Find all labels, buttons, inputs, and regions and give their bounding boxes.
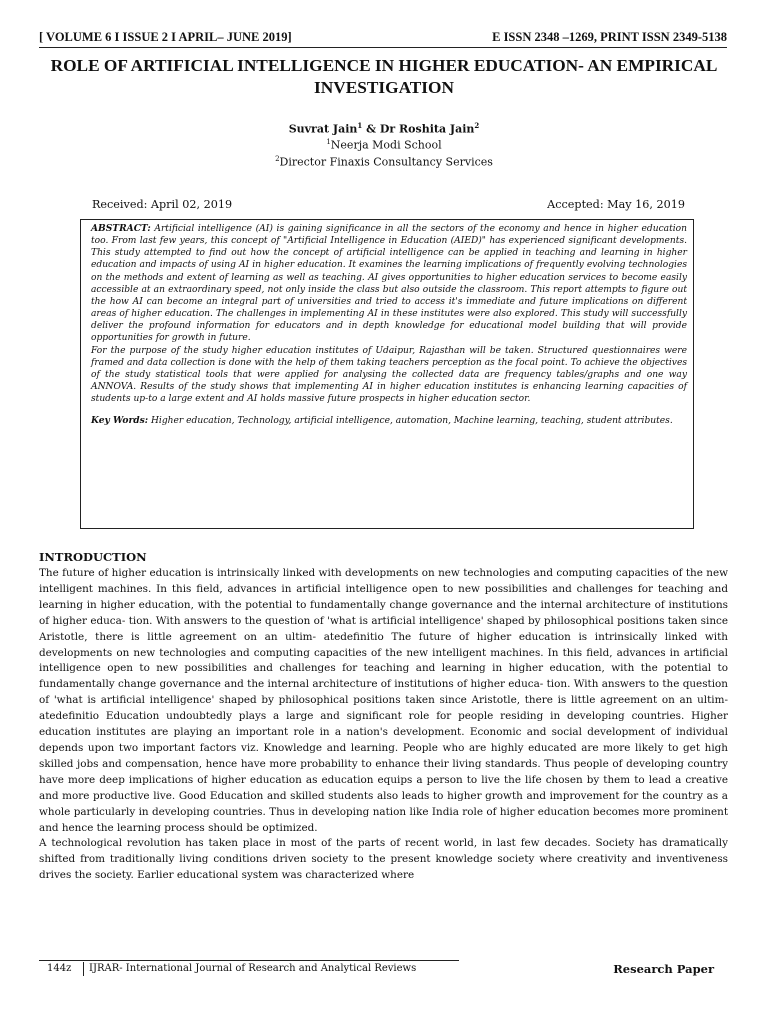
footer-separator xyxy=(83,962,84,976)
keywords-text: Higher education, Technology, artificial intelligence, automation, Machine learning, teaching, student attributes. xyxy=(148,416,673,427)
introduction-body xyxy=(39,566,728,884)
abstract-text: Artificial intelligence (AI) is gaining significance in all the sectors of the economy and hence in higher education too. From last few years, this concept of "Artificial Intelligence in Education (AIED)" has experienced significant developments. This study attempted to find out how the concept of artificial intelligence can be applied in teaching and learning in higher education and impacts of using AI in higher education. It examines the learning implications of frequently evolving technologies on the methods and extent of learning as well as teaching. AI gives opportunities to higher education services to become easily accessible at an extraordinary speed, not only inside the class but also outside the classroom. This report attempts to figure out the how AI can become an integral part of universities and tried to access it's immediate and future implications on different areas of higher education. The challenges in implementing AI in these institutes were also explored. This study will successfully deliver the profound information for educators and in depth knowledge for educational model building that will provide opportunities for growth in future. xyxy=(91,224,687,344)
keywords-label: Key Words: xyxy=(91,415,149,427)
paper-type-label: Research Paper xyxy=(613,962,714,976)
abstract-label: ABSTRACT: xyxy=(91,223,151,234)
author-joiner: & xyxy=(362,122,380,136)
body-paragraph: A technological revolution has taken place in most of the parts of recent world, in last few decades. Society has dramatically shifted from traditionally living conditions driven society to the present knowledge society where creativity and inventiveness drives the society. Earlier educational system was characterized where xyxy=(39,837,728,882)
date-line xyxy=(92,198,685,214)
header-rule xyxy=(39,47,727,48)
volume-issue-label: [ VOLUME 6 I ISSUE 2 I APRIL– JUNE 2019] xyxy=(39,30,292,44)
abstract-paragraph-1 xyxy=(91,223,687,345)
journal-name: IJRAR- International Journal of Research and Analytical Reviews xyxy=(89,963,417,974)
page-number: 144z xyxy=(47,963,72,974)
author-name: Suvrat Jain xyxy=(288,122,358,136)
footer-rule xyxy=(39,960,459,961)
affiliation-sup: 2 xyxy=(275,155,280,163)
body-paragraph: The future of higher education is intrinsically linked with developments on new technologies and computing capacities of the new intelligent machines. In this field, advances in artificial intelligence open to new possibilities and challenges for teaching and learning in higher education, with the potential to fundamentally change governance and the internal architecture of institutions of higher educa- tion. With answers to the question of 'what is artificial intelligence' shaped by philosophical positions taken since Aristotle, there is little agreement on an ultim- atedefinitio The future of higher education is intrinsically linked with developments on new technologies and computing capacities of the new intelligent machines. In this field, advances in artificial intelligence open to new possibilities and challenges for teaching and learning in higher education, with the potential to fundamentally change governance and the internal architecture of institutions of higher educa- tion. With answers to the question of 'what is artificial intelligence' shaped by philosophical positions taken since Aristotle, there is little agreement on an ultim- atedefinitio Education undoubtedly plays a large and significant role for people residing in developing countries. Higher education institutes are playing an important role in a nation's development. Economic and social development of individual depends upon two important factors viz. Knowledge and learning. People who are highly educated are more likely to get high skilled jobs and compensation, hence have more probability to enhance their living standards. Thus people of developing country have more deep implications of higher education as education equips a person to live the life chosen by them to lead a creative and more productive live. Good Education and skilled students also leads to higher growth and improvement for the country as a whole particularly in developing countries. Thus in developing nation like India role of higher education becomes more prominent and hence the learning process should be optimized. xyxy=(39,567,728,834)
author-sup: 1 xyxy=(357,121,363,130)
abstract-box xyxy=(80,219,694,529)
section-heading: INTRODUCTION xyxy=(39,550,147,564)
keywords xyxy=(91,415,687,427)
affiliation-text: Neerja Modi School xyxy=(330,138,442,152)
author-name: Dr Roshita Jain xyxy=(379,122,475,136)
page-footer xyxy=(39,962,714,978)
running-header xyxy=(39,30,727,48)
author-sup: 2 xyxy=(474,121,480,130)
affiliation-1 xyxy=(0,138,768,152)
issn-label: E ISSN 2348 –1269, PRINT ISSN 2349-5138 xyxy=(492,30,727,44)
author-line xyxy=(0,121,768,136)
affiliation-text: Director Finaxis Consultancy Services xyxy=(279,155,493,169)
received-date: Received: April 02, 2019 xyxy=(92,198,233,211)
abstract-paragraph-2: For the purpose of the study higher education institutes of Udaipur, Rajasthan will be taken. Structured questionnaires were framed and data collection is done with the help of them taking teachers perception as the focal point. To achieve the objectives of the study statistical tools that were applied for analysing the collected data are frequency tables/graphs and one way ANNOVA. Results of the study shows that implementing AI in higher education institutes is enhancing learning capacities of students up-to a large extent and AI holds massive future prospects in higher education sector. xyxy=(91,345,687,405)
accepted-date: Accepted: May 16, 2019 xyxy=(547,198,685,211)
affiliation-2 xyxy=(0,155,768,169)
paper-title: ROLE OF ARTIFICIAL INTELLIGENCE IN HIGHER EDUCATION- AN EMPIRICAL INVESTIGATION xyxy=(50,56,718,97)
affiliation-sup: 1 xyxy=(326,138,331,146)
